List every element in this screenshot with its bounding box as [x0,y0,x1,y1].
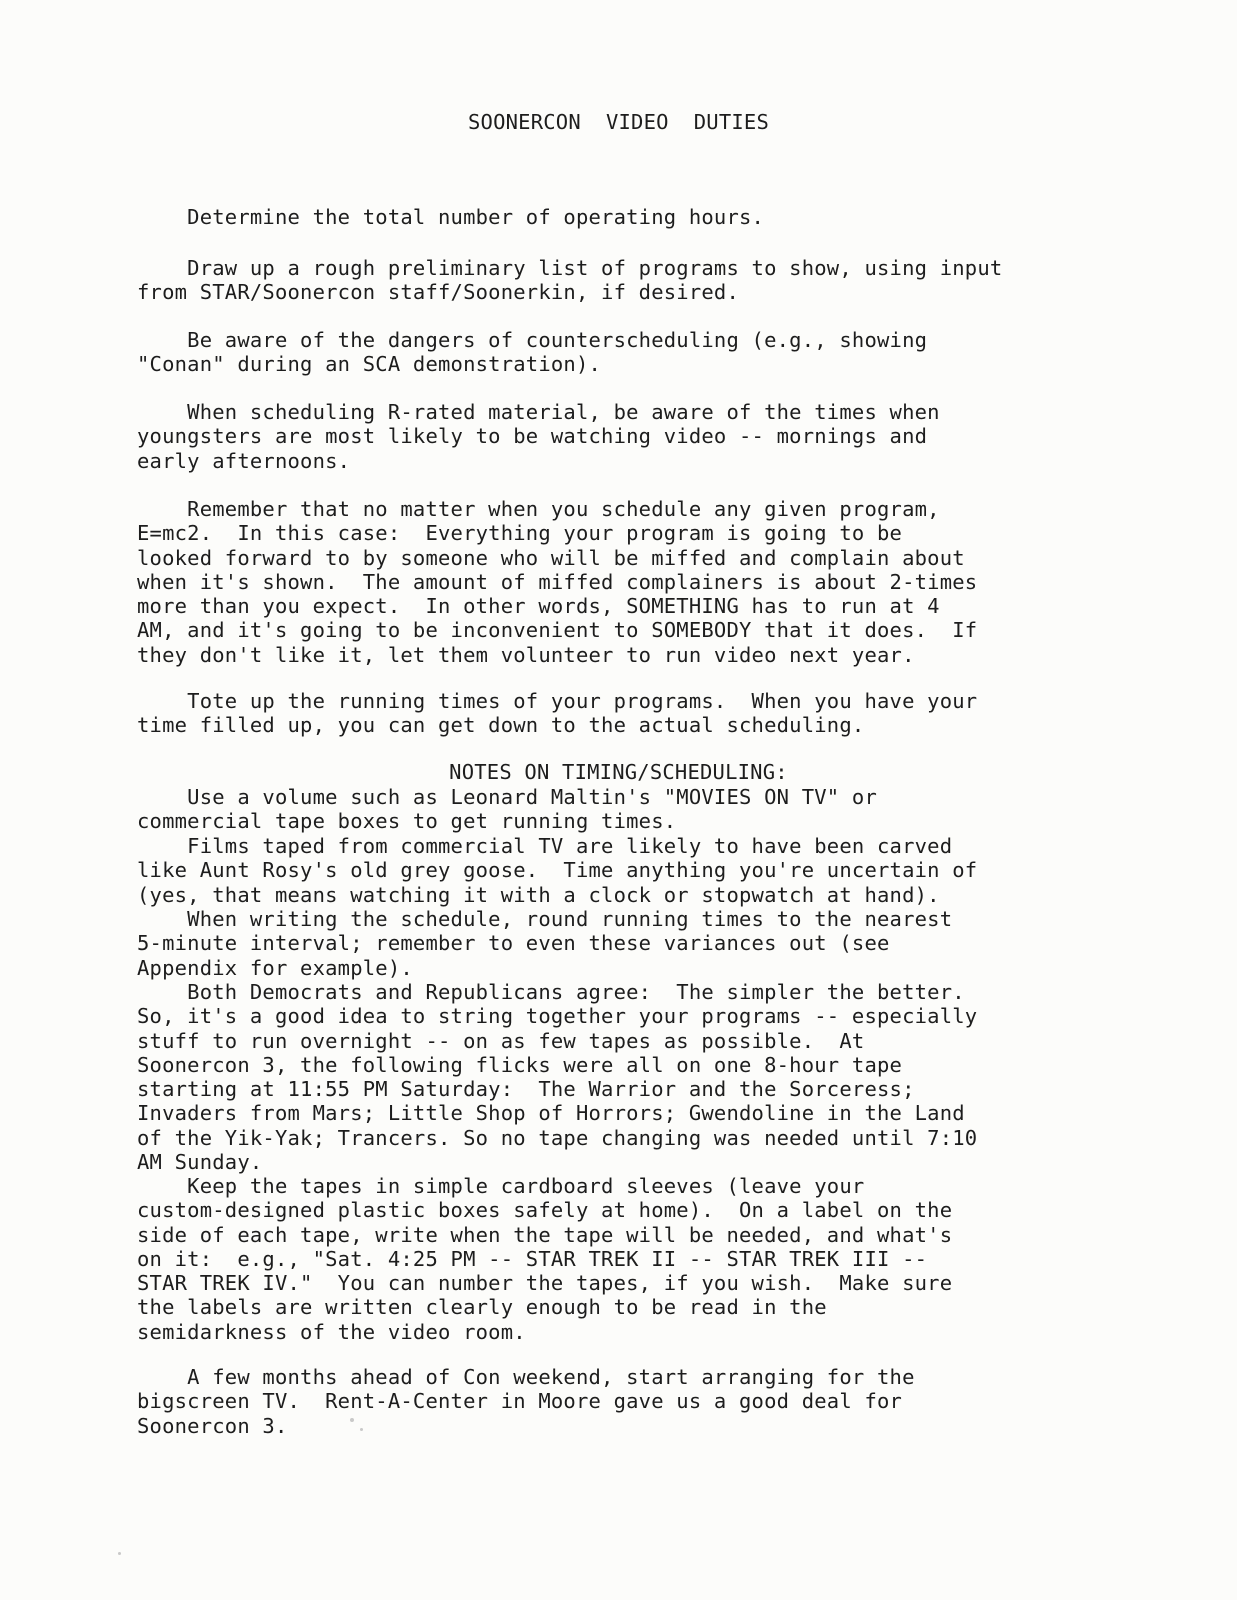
scan-speck [350,1418,354,1422]
paragraph-running-times: Tote up the running times of your programs. When you have your time filled up, you can get down to the actual scheduling. [137,689,978,738]
paragraph-r-rated: When scheduling R-rated material, be aware of the times when youngsters are most likely to be watching video -- mornings and early afternoons. [137,400,940,473]
paragraph-operating-hours: Determine the total number of operating hours. [137,205,765,229]
paragraph-bigscreen: A few months ahead of Con weekend, start arranging for the bigscreen TV. Rent-A-Center in Moore gave us a good deal for Soonercon 3. [137,1365,915,1438]
paragraph-emc2: Remember that no matter when you schedule any given program, E=mc2. In this case: Everything your program is going to be looked forward to by someone who will be miffed and complain about when it's shown. The amount of miffed complainers is about 2-times more than you expect. In other words, SOMETHING has to run at 4 AM, and it's going to be inconvenient to SOMEBODY that it does. If they don't like it, let them volunteer to run video next year. [137,497,978,667]
paragraph-counterscheduling: Be aware of the dangers of counterscheduling (e.g., showing "Conan" during an SCA demonstration). [137,328,928,377]
scan-speck [118,1552,121,1555]
scan-speck [360,1428,363,1431]
note-tapes: Keep the tapes in simple cardboard sleeves (leave your custom-designed plastic boxes safely at home). On a label on the side of each tape, write when the tape will be needed, and what's on it: e.g., "Sat. 4:25 PM -- STAR TREK II -- STAR TREK III -- STAR TREK IV." You can number the tapes, if you wish. Make sure the labels are written clearly enough to be read in the semidarkness of the video room. [137,1174,953,1344]
note-rounding: When writing the schedule, round running times to the nearest 5-minute interval; remember to even these variances out (see Appendix for example). [137,907,953,980]
paragraph-preliminary-list: Draw up a rough preliminary list of programs to show, using input from STAR/Soonercon staff/Soonerkin, if desired. [137,256,1003,305]
note-simpler: Both Democrats and Republicans agree: The simpler the better. So, it's a good idea to string together your programs -- especially stuff to run overnight -- on as few tapes as possible. At Soonercon 3, the following flicks were all on one 8-hour tape starting at 11:55 PM Saturday: The Warrior and the Sorceress; Invaders from Mars; Little Shop of Horrors; Gwendoline in the Land of the Yik-Yak; Trancers. So no tape changing was needed until 7:10 AM Sunday. [137,980,978,1175]
notes-heading: NOTES ON TIMING/SCHEDULING: [449,760,788,784]
note-commercial-tv: Films taped from commercial TV are likely to have been carved like Aunt Rosy's old grey goose. Time anything you're uncertain of (yes, that means watching it with a clock or stopwatch at hand). [137,834,978,907]
note-maltin: Use a volume such as Leonard Maltin's "MOVIES ON TV" or commercial tape boxes to get running times. [137,785,877,834]
document-title: SOONERCON VIDEO DUTIES [467,110,769,134]
